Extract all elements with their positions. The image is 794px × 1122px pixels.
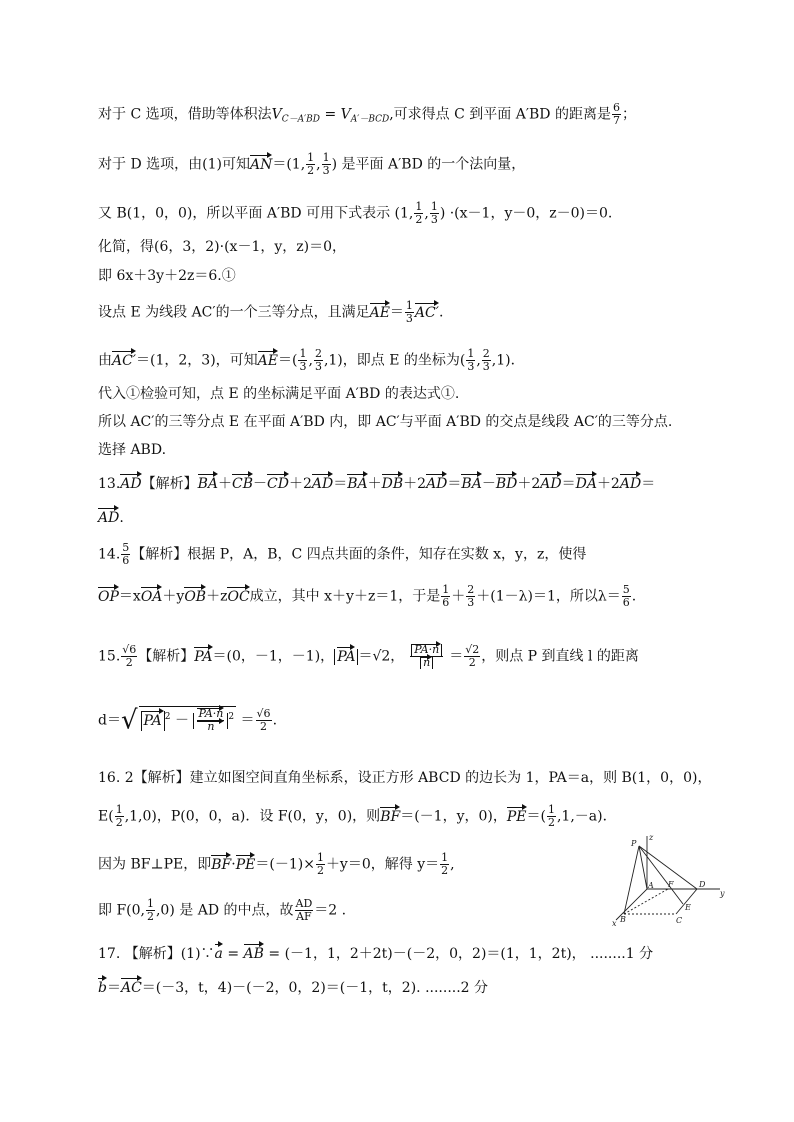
line-q17: 17. 【解析】(1)∵a = AB = (－1，1，2＋2t)－(－2，0，2)＝(1，1，2t)， ........1 分 xyxy=(98,946,654,962)
fraction: $\frac{1}{2}$ xyxy=(415,200,423,226)
line-q14-body: OP＝xOA＋yOB＋zOC成立，其中 x＋y＋z＝1，于是 $\frac{1}{6}$ ＋ $\frac{2}{3}$ ＋(1－λ)＝1，所以λ＝ $\frac{5}{6}$ . xyxy=(98,583,637,609)
line-q16: 16. 2【解析】建立如图空间直角坐标系，设正方形 ABCD 的边长为 1，PA＝a，则 B(1，0，0)， xyxy=(98,770,712,786)
label-x: x xyxy=(612,919,617,928)
vector: AC′ xyxy=(414,304,439,321)
edge-pe xyxy=(639,846,683,904)
line-q14: 14. $\frac{5}{6}$ 【解析】根据 P，A，B，C 四点共面的条件，知存在实数 x，y，z，使得 xyxy=(98,541,587,567)
line-q15: 15. $\frac{√6}{2}$ 【解析】PA＝(0，－1，－1)， PA ＝√2， $\frac{PA\cdot n}{n}$ ＝ $\frac{√2}{2}$ ，则点 P 到直线 l 的距离 xyxy=(98,643,639,669)
label-b: B xyxy=(620,915,626,924)
fraction: $\frac{6}{7}$ xyxy=(612,101,620,127)
line-answer-abd: 选择 ABD. xyxy=(98,442,167,458)
line-q16-vectors: E( $\frac{1}{2}$ ,1,0)，P(0，0，a)．设 F(0，y，0)，则BF＝(－1，y，0)，PE＝( $\frac{1}{2}$ ,1,－a)． xyxy=(98,803,617,829)
vector: AE xyxy=(369,304,390,321)
line-c-option: 对于 C 选项，借助等体积法$V_{C-A'BD} = V_{A'-BCD}$,可求得点 C 到平面 A′BD 的距离是 $\frac{6}{7}$ ； xyxy=(98,101,636,127)
label-y: y xyxy=(720,889,725,898)
label-f: F xyxy=(668,880,674,889)
line-verify: 代入①检验可知，点 E 的坐标满足平面 A′BD 的表达式①. xyxy=(98,386,460,402)
coordinate-figure xyxy=(610,832,730,928)
line-plane-equation: 又 B(1，0，0)，所以平面 A′BD 可用下式表示 (1, $\frac{1}{2}$ , $\frac{1}{3}$ ) ·(x－1，y－0，z－0)＝0. xyxy=(98,200,613,226)
line-point-e: 设点 E 为线段 AC′的一个三等分点，且满足AE＝ $\frac{1}{3}$ AC′. xyxy=(98,299,444,325)
line-q13: 13.AD【解析】BA＋CB－CD＋2AD＝BA＋DB＋2AD＝BA－BD＋2AD＝DA＋2AD＝ xyxy=(98,476,656,492)
line-q13-end: AD. xyxy=(98,510,124,526)
line-d-option: 对于 D 选项，由(1)可知AN＝(1, $\frac{1}{2}$ , $\frac{1}{3}$ ) 是平面 A′BD 的一个法向量， xyxy=(98,151,526,177)
label-p: P xyxy=(631,839,637,848)
fraction: $\frac{5}{6}$ xyxy=(122,541,130,567)
line-q17-b: b＝AC＝(－3，t，4)－(－2，0，2)＝(－1，t，2). ........2 分 xyxy=(98,980,489,996)
label-a: A xyxy=(648,881,654,890)
edge-pa xyxy=(639,846,647,889)
edge-pb xyxy=(624,846,639,914)
fraction: $\frac{1}{2}$ xyxy=(307,151,315,177)
fraction: $\frac{1}{3}$ xyxy=(322,151,330,177)
label-c: C xyxy=(676,916,683,925)
label-e: E xyxy=(685,903,691,912)
vector: AC′ xyxy=(112,352,137,369)
line-simplify: 化简，得(6，3，2)·(x－1，y，z)＝0， xyxy=(98,239,347,255)
label-d: D xyxy=(699,880,706,889)
fraction: $\frac{1}{3}$ xyxy=(405,299,413,325)
fraction: $\frac{2}{3}$ xyxy=(482,347,490,373)
line-conclusion: 所以 AC′的三等分点 E 在平面 A′BD 内，即 AC′与平面 A′BD 的交点是线段 AC′的三等分点. xyxy=(98,414,673,430)
line-coords-e: 由AC′＝(1，2，3)，可知AE＝( $\frac{1}{3}$ , $\frac{2}{3}$ ,1)，即点 E 的坐标为( $\frac{1}{3}$ , $\frac{2}{3}$ ,1)． xyxy=(98,347,525,373)
line-q16-midpoint: 即 F(0, $\frac{1}{2}$ ,0) 是 AD 的中点，故 $\frac{AD}{AF}$ ＝2 . xyxy=(98,897,347,923)
fraction: $\frac{1}{3}$ xyxy=(299,347,307,373)
fraction: $\frac{2}{3}$ xyxy=(314,347,322,373)
line-q16-perp: 因为 BF⊥PE，即BF·PE＝(－1)× $\frac{1}{2}$ ＋y＝0，解得 y＝ $\frac{1}{2}$ , xyxy=(98,851,455,877)
vector: AE xyxy=(257,352,279,369)
label-z: z xyxy=(649,833,654,842)
vector: AN xyxy=(249,156,273,173)
edge-bf xyxy=(624,889,668,914)
line-q15-distance: d＝√ PA $^2$ － $\frac{PA\cdot n}{n}$ $^2$ ＝ $\frac{√6}{2}$ . xyxy=(98,705,278,736)
fraction: $\frac{1}{3}$ xyxy=(430,200,438,226)
line-equation-1: 即 6x＋3y＋2z＝6.① xyxy=(98,268,236,284)
fraction: $\frac{1}{3}$ xyxy=(467,347,475,373)
